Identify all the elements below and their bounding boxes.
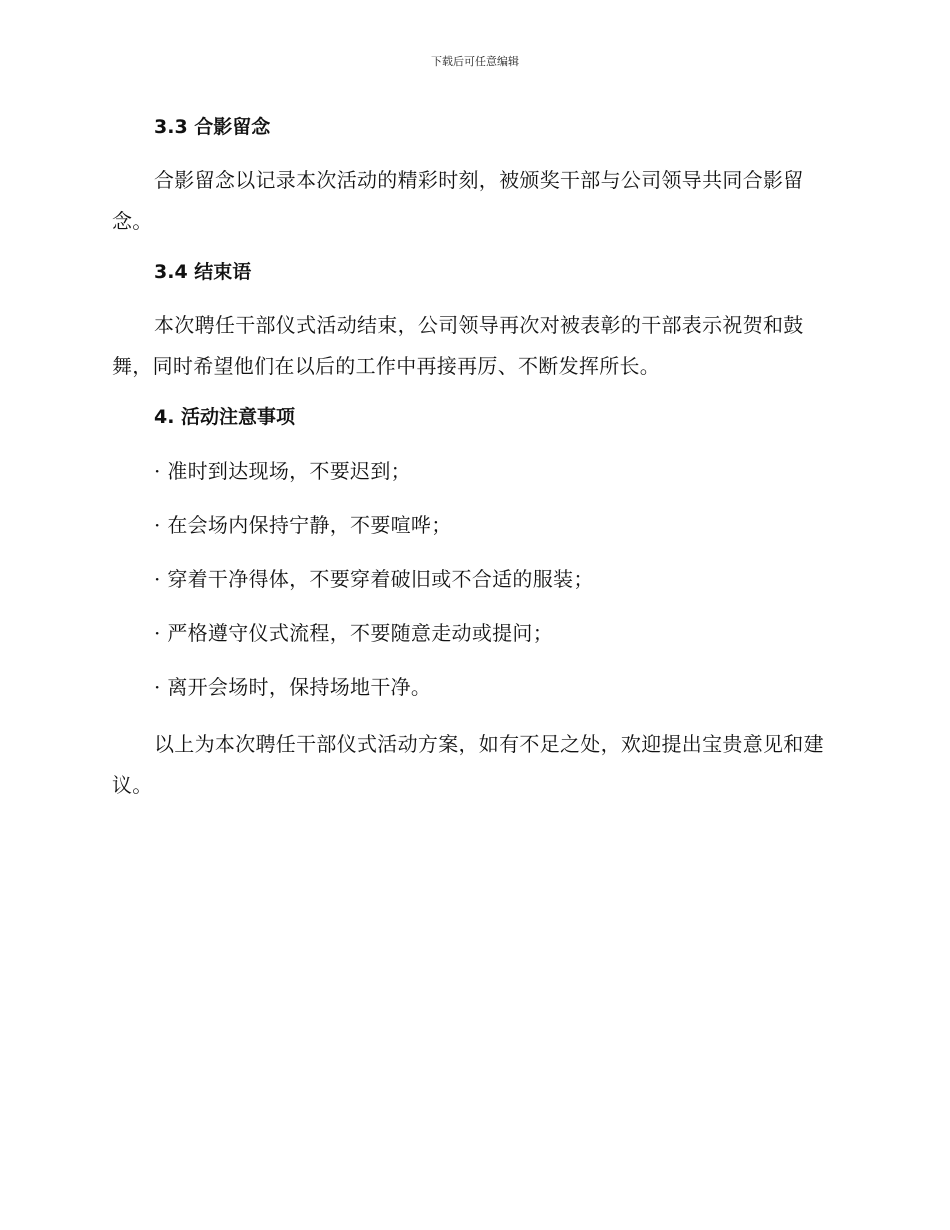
- section-heading-4: 4. 活动注意事项: [154, 406, 296, 428]
- list-item: · 严格遵守仪式流程，不要随意走动或提问；: [154, 621, 554, 645]
- list-item: · 准时到达现场，不要迟到；: [154, 459, 411, 483]
- list-item: · 离开会场时，保持场地干净。: [154, 675, 432, 699]
- section-heading-3-3: 3.3 合影留念: [154, 116, 271, 138]
- list-item: · 穿着干净得体，不要穿着破旧或不合适的服装；: [154, 567, 594, 591]
- document-body: [112, 110, 832, 806]
- paragraph-group-photo: 合影留念以记录本次活动的精彩时刻，被颁奖干部与公司领导共同合影留念。: [112, 168, 804, 233]
- section-heading-3-4: 3.4 结束语: [154, 261, 252, 283]
- running-header: 下载后可任意编辑: [431, 55, 519, 68]
- paragraph-closing-remarks: 本次聘任干部仪式活动结束，公司领导再次对被表彰的干部表示祝贺和鼓舞，同时希望他们在以后的工作中再接再厉、不断发挥所长。: [112, 313, 804, 378]
- list-item: · 在会场内保持宁静，不要喧哗；: [154, 513, 452, 537]
- paragraph-conclusion: 以上为本次聘任干部仪式活动方案，如有不足之处，欢迎提出宝贵意见和建议。: [112, 732, 824, 797]
